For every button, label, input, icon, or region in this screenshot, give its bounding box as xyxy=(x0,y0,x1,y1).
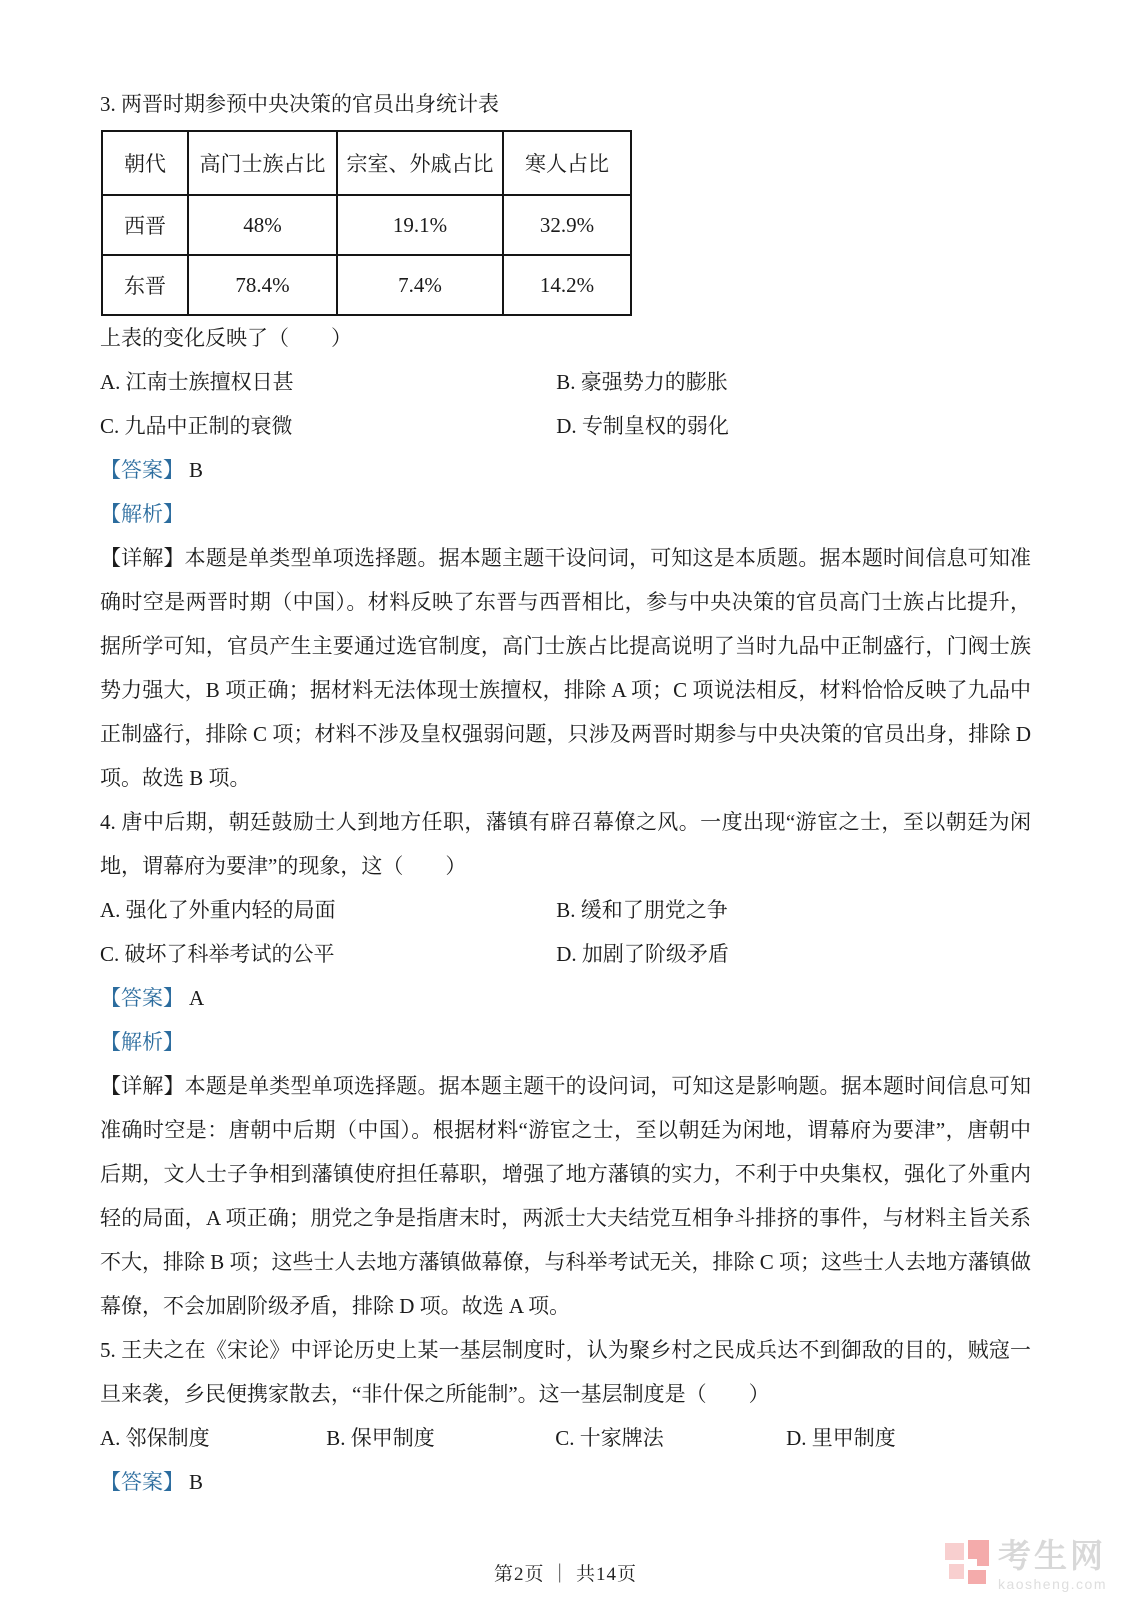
q4-options-row-1 xyxy=(100,888,1031,932)
q5-answer-value: B xyxy=(189,1470,204,1494)
q3-answer-value: B xyxy=(189,458,204,482)
table-header-row xyxy=(102,131,631,195)
q5-answer-line xyxy=(100,1460,1031,1504)
kaosheng-logo-icon xyxy=(945,1540,991,1586)
table-header-cell: 高门士族占比 xyxy=(188,131,337,195)
q3-statistics-table xyxy=(101,130,632,316)
table-cell: 19.1% xyxy=(337,195,503,255)
table-row xyxy=(102,195,631,255)
q3-answer-line xyxy=(100,448,1031,492)
q3-detail-explanation: 【详解】本题是单类型单项选择题。据本题主题干设问词，可知这是本质题。据本题时间信息可知准确时空是两晋时期（中国）。材料反映了东晋与西晋相比，参与中央决策的官员高门士族占比提升，据所学可知，官员产生主要通过选官制度，高门士族占比提高说明了当时九品中正制盛行，门阀士族势力强大，B 项正确；据材料无法体现士族擅权，排除 A 项；C 项说法相反，材料恰恰反映了九品中正制盛行，排除 C 项；材料不涉及皇权强弱问题，只涉及两晋时期参与中央决策的官员出身，排除 D 项。故选 B 项。 xyxy=(100,546,1031,790)
option-d: D. 里甲制度 xyxy=(786,1426,896,1450)
question-3-stem: 3. 两晋时期参预中央决策的官员出身统计表 xyxy=(100,92,499,116)
q5-options-row xyxy=(100,1416,1031,1460)
option-b: B. 缓和了朋党之争 xyxy=(556,898,728,922)
option-a: A. 江南士族擅权日甚 xyxy=(100,370,294,394)
option-c: C. 九品中正制的衰微 xyxy=(100,414,293,438)
analysis-label: 【解析】 xyxy=(100,502,184,526)
table-cell: 东晋 xyxy=(102,255,188,315)
option-b: B. 保甲制度 xyxy=(326,1426,435,1450)
q3-analysis-line xyxy=(100,492,1031,536)
option-a: A. 强化了外重内轻的局面 xyxy=(100,898,336,922)
page-footer: 第2页 ｜ 共14页 xyxy=(493,1564,637,1585)
table-header-cell: 宗室、外戚占比 xyxy=(337,131,503,195)
option-a: A. 邻保制度 xyxy=(100,1426,210,1450)
table-header-cell: 朝代 xyxy=(102,131,188,195)
table-cell: 7.4% xyxy=(337,255,503,315)
question-4-stem: 4. 唐中后期，朝廷鼓励士人到地方任职，藩镇有辟召幕僚之风。一度出现“游宦之士，至以朝廷为闲地，谓幕府为要津”的现象，这（ ） xyxy=(100,810,1031,878)
q3-options-row-2 xyxy=(100,404,1031,448)
option-c: C. 破坏了科举考试的公平 xyxy=(100,942,335,966)
question-5-stem: 5. 王夫之在《宋论》中评论历史上某一基层制度时，认为聚乡村之民成兵达不到御敌的目的，贼寇一旦来袭，乡民便携家散去，“非什保之所能制”。这一基层制度是（ ） xyxy=(100,1338,1031,1406)
q4-options-row-2 xyxy=(100,932,1031,976)
table-cell: 西晋 xyxy=(102,195,188,255)
kaosheng-watermark xyxy=(945,1540,1107,1592)
option-c: C. 十家牌法 xyxy=(555,1426,664,1450)
answer-label: 【答案】 xyxy=(100,986,184,1010)
table-cell: 78.4% xyxy=(188,255,337,315)
answer-label: 【答案】 xyxy=(100,1470,184,1494)
option-d: D. 加剧了阶级矛盾 xyxy=(556,942,729,966)
watermark-site-name: 考生网 xyxy=(997,1539,1106,1576)
table-cell: 32.9% xyxy=(503,195,631,255)
q3-prompt: 上表的变化反映了（ ） xyxy=(100,326,352,350)
table-header-cell: 寒人占比 xyxy=(503,131,631,195)
q4-answer-value: A xyxy=(189,986,205,1010)
table-cell: 14.2% xyxy=(503,255,631,315)
q3-options-row-1 xyxy=(100,360,1031,404)
watermark-text xyxy=(998,1540,1107,1592)
table-row xyxy=(102,255,631,315)
table-cell: 48% xyxy=(188,195,337,255)
q4-detail-explanation: 【详解】本题是单类型单项选择题。据本题主题干的设问词，可知这是影响题。据本题时间信息可知准确时空是：唐朝中后期（中国）。根据材料“游宦之士，至以朝廷为闲地，谓幕府为要津”，唐朝中后期，文人士子争相到藩镇使府担任幕职，增强了地方藩镇的实力，不利于中央集权，强化了外重内轻的局面，A 项正确；朋党之争是指唐末时，两派士大夫结党互相争斗排挤的事件，与材料主旨关系不大，排除 B 项；这些士人去地方藩镇做幕僚，与科举考试无关，排除 C 项；这些士人去地方藩镇做幕僚，不会加剧阶级矛盾，排除 D 项。故选 A 项。 xyxy=(100,1074,1032,1318)
watermark-site-domain: kaosheng.com xyxy=(997,1576,1107,1592)
option-b: B. 豪强势力的膨胀 xyxy=(556,370,728,394)
q4-analysis-line xyxy=(100,1020,1031,1064)
answer-label: 【答案】 xyxy=(100,458,184,482)
analysis-label: 【解析】 xyxy=(100,1030,184,1054)
q4-answer-line xyxy=(100,976,1031,1020)
option-d: D. 专制皇权的弱化 xyxy=(556,414,729,438)
